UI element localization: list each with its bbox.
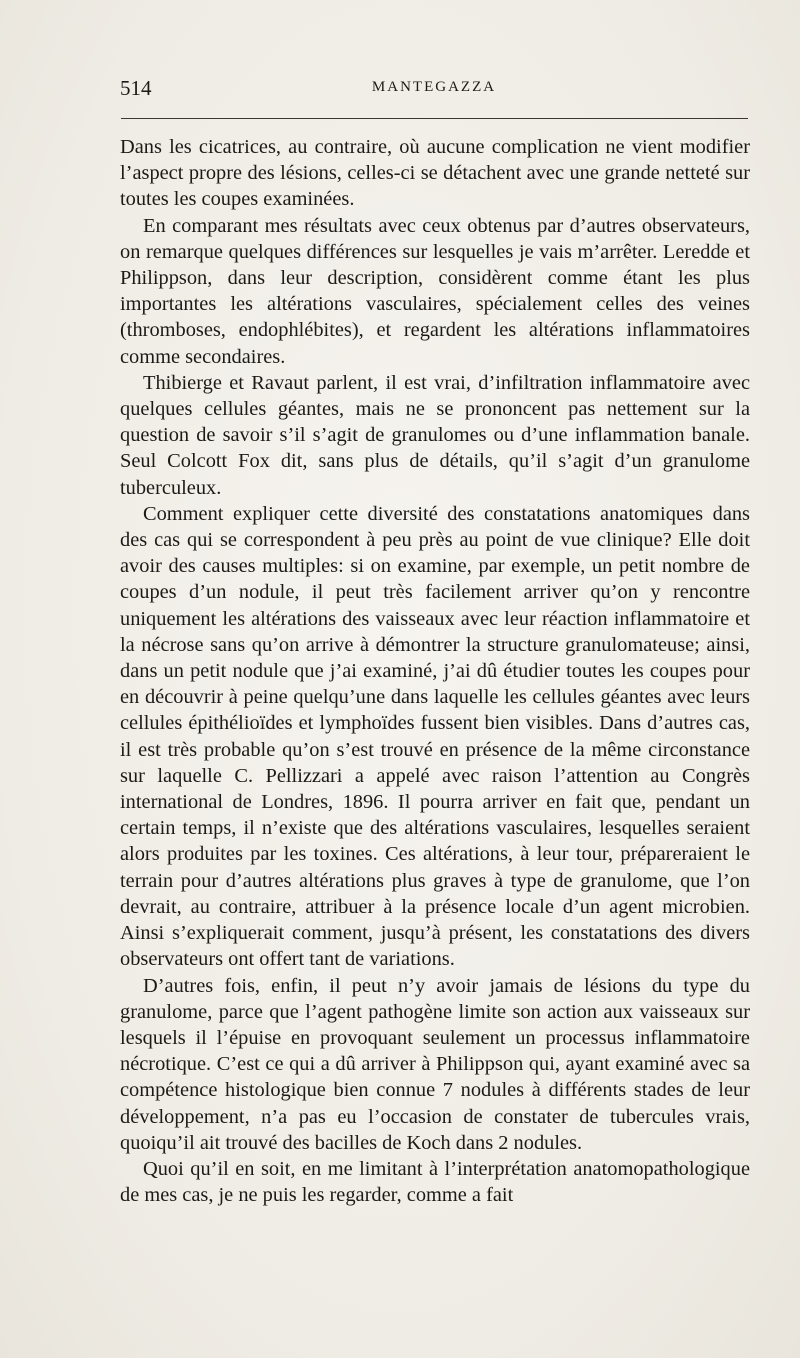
paragraph: Thibierge et Ravaut parlent, il est vrai, d’infiltration inflammatoire avec quelques cellules géantes, mais ne se prononcent pas nettement sur la question de savoir s’il s’agit de granulomes ou d’une inflammation banale. Seul Colcott Fox dit, sans plus de détails, qu’il s’agit d’un granulome tuberculeux. (120, 371, 750, 499)
paragraph: Quoi qu’il en soit, en me limitant à l’interprétation anatomopathologique de mes cas, je ne puis les regarder, comme a fait (120, 1157, 750, 1207)
paragraph: En comparant mes résultats avec ceux obtenus par d’autres observateurs, on remarque quelques différences sur lesquelles je vais m’arrêter. Leredde et Philippson, dans leur description, considèrent comme étant les plus importantes les altérations vasculaires, spécialement celles des veines (thromboses, endophlébites), et regardent les altérations inflammatoires comme secondaires. (120, 214, 750, 368)
page-number: 514 (120, 76, 152, 100)
running-head (120, 76, 748, 102)
running-title: MANTEGAZZA (371, 79, 497, 95)
paragraph: Comment expliquer cette diversité des constatations anatomiques dans des cas qui se correspondent à peu près au point de vue clinique? Elle doit avoir des causes multiples: si on examine, par exemple, un petit nombre de coupes d’un nodule, il peut très facilement arriver qu’on y rencontre uniquement les altérations des vaisseaux avec leur réaction inflammatoire et la nécrose sans qu’on arrive à démontrer la structure granulomateuse; ainsi, dans un petit nodule que j’ai examiné, j’ai dû étudier toutes les coupes pour en découvrir à peine quelqu’une dans laquelle les cellules géantes avec leurs cellules épithélioïdes et lymphoïdes fussent bien visibles. Dans d’autres cas, il est très probable qu’on s’est trouvé en présence de la même circonstance sur laquelle C. Pellizzari a appelé avec raison l’attention au Congrès international de Londres, 1896. Il pourra arriver en fait que, pendant un certain temps, il n’existe que des altérations vasculaires, lesquelles seraient alors produites par les toxines. Ces altérations, à leur tour, prépareraient le terrain pour d’autres altérations plus graves à type de granulome, que l’on devrait, au contraire, attribuer à la présence locale d’un agent microbien. Ainsi s’expliquerait comment, jusqu’à présent, les constatations des divers observateurs ont offert tant de variations. (120, 502, 750, 971)
paragraph: Dans les cicatrices, au contraire, où aucune complication ne vient modifier l’aspect propre des lésions, celles-ci se détachent avec une grande netteté sur toutes les coupes examinées. (120, 136, 750, 211)
header-rule (121, 118, 748, 119)
paragraph: D’autres fois, enfin, il peut n’y avoir jamais de lésions du type du granulome, parce que l’agent pathogène limite son action aux vaisseaux sur lesquels il l’épuise en provoquant seulement un processus inflammatoire nécrotique. C’est ce qui a dû arriver à Philippson qui, ayant examiné avec sa compétence histologique bien connue 7 nodules à différents stades de leur développement, n’a pas eu l’occasion de constater de tubercules vrais, quoiqu’il ait trouvé des bacilles de Koch dans 2 nodules. (120, 974, 750, 1154)
body-text (120, 134, 750, 1208)
